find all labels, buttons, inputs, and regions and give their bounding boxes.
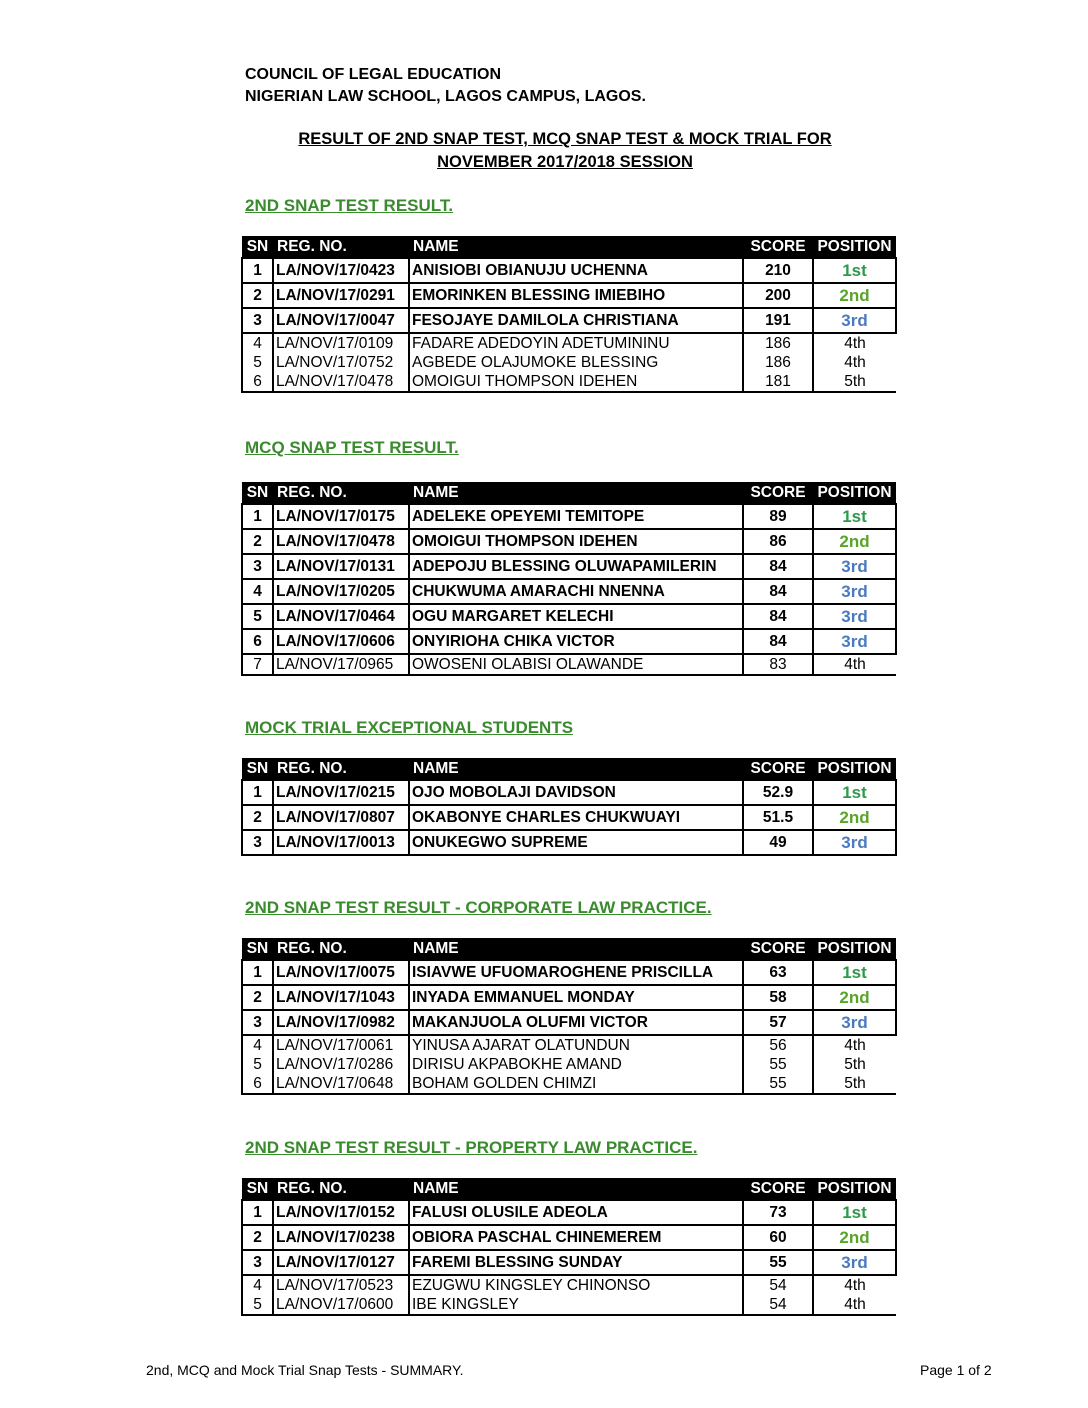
col-score-header: SCORE [743, 482, 813, 504]
cell-position: 3rd [813, 604, 896, 629]
col-position-header: POSITION [813, 482, 896, 504]
col-reg-header: REG. NO. [273, 236, 409, 258]
results-table-mock-trial [241, 758, 897, 856]
cell-position: 2nd [813, 985, 896, 1010]
cell-score: 89 [743, 504, 813, 529]
cell-score: 86 [743, 529, 813, 554]
cell-sn: 1 [242, 504, 273, 529]
col-position-header: POSITION [813, 1178, 896, 1200]
cell-score: 186 [743, 333, 813, 353]
cell-position: 5th [813, 372, 896, 392]
cell-reg-no: LA/NOV/17/0523 [273, 1275, 409, 1295]
col-name-header: NAME [409, 482, 743, 504]
cell-sn: 4 [242, 333, 273, 353]
table-row [242, 579, 896, 604]
cell-name: EMORINKEN BLESSING IMIEBIHO [409, 283, 743, 308]
cell-name: OJO MOBOLAJI DAVIDSON [409, 780, 743, 805]
cell-position: 1st [813, 1200, 896, 1225]
table-header-row [242, 482, 896, 504]
cell-reg-no: LA/NOV/17/0648 [273, 1074, 409, 1094]
col-name-header: NAME [409, 758, 743, 780]
results-table-2nd-snap [241, 236, 897, 393]
cell-reg-no: LA/NOV/17/0205 [273, 579, 409, 604]
cell-position: 2nd [813, 805, 896, 830]
results-table-property-law [241, 1178, 897, 1316]
col-position-header: POSITION [813, 758, 896, 780]
cell-reg-no: LA/NOV/17/0152 [273, 1200, 409, 1225]
cell-reg-no: LA/NOV/17/0965 [273, 654, 409, 675]
cell-name: DIRISU AKPABOKHE AMAND [409, 1055, 743, 1074]
table-row [242, 1010, 896, 1035]
cell-reg-no: LA/NOV/17/0075 [273, 960, 409, 985]
cell-position: 1st [813, 780, 896, 805]
table-row [242, 780, 896, 805]
table-row [242, 372, 896, 392]
col-score-header: SCORE [743, 1178, 813, 1200]
table-row [242, 1225, 896, 1250]
col-name-header: NAME [409, 1178, 743, 1200]
col-reg-header: REG. NO. [273, 758, 409, 780]
section-heading-property-law: 2ND SNAP TEST RESULT - PROPERTY LAW PRACTICE. [245, 1138, 698, 1157]
cell-sn: 2 [242, 985, 273, 1010]
cell-score: 54 [743, 1275, 813, 1295]
cell-sn: 3 [242, 830, 273, 855]
cell-sn: 1 [242, 780, 273, 805]
cell-sn: 4 [242, 579, 273, 604]
cell-reg-no: LA/NOV/17/0478 [273, 529, 409, 554]
cell-score: 52.9 [743, 780, 813, 805]
campus-name: NIGERIAN LAW SCHOOL, LAGOS CAMPUS, LAGOS. [245, 88, 646, 105]
table-header-row [242, 236, 896, 258]
cell-name: EZUGWU KINGSLEY CHINONSO [409, 1275, 743, 1295]
cell-position: 3rd [813, 1010, 896, 1035]
cell-reg-no: LA/NOV/17/0752 [273, 353, 409, 372]
cell-score: 51.5 [743, 805, 813, 830]
cell-position: 5th [813, 1074, 896, 1094]
cell-reg-no: LA/NOV/17/0286 [273, 1055, 409, 1074]
table-row [242, 960, 896, 985]
cell-position: 1st [813, 960, 896, 985]
cell-reg-no: LA/NOV/17/0464 [273, 604, 409, 629]
table-row [242, 1250, 896, 1275]
cell-sn: 2 [242, 529, 273, 554]
cell-name: ANISIOBI OBIANUJU UCHENNA [409, 258, 743, 283]
cell-reg-no: LA/NOV/17/0013 [273, 830, 409, 855]
cell-sn: 2 [242, 283, 273, 308]
table-row [242, 654, 896, 675]
cell-name: ADELEKE OPEYEMI TEMITOPE [409, 504, 743, 529]
table-header-row [242, 938, 896, 960]
col-sn-header: SN [242, 482, 273, 504]
col-reg-header: REG. NO. [273, 482, 409, 504]
cell-position: 2nd [813, 1225, 896, 1250]
cell-reg-no: LA/NOV/17/0291 [273, 283, 409, 308]
cell-sn: 2 [242, 805, 273, 830]
cell-score: 55 [743, 1250, 813, 1275]
cell-name: OMOIGUI THOMPSON IDEHEN [409, 529, 743, 554]
col-name-header: NAME [409, 236, 743, 258]
cell-name: IBE KINGSLEY [409, 1295, 743, 1315]
footer-page-number: Page 1 of 2 [920, 1362, 992, 1378]
cell-position: 4th [844, 1276, 866, 1294]
cell-score: 186 [743, 353, 813, 372]
cell-score: 73 [743, 1200, 813, 1225]
col-sn-header: SN [242, 236, 273, 258]
cell-reg-no: LA/NOV/17/0606 [273, 629, 409, 654]
cell-name: YINUSA AJARAT OLATUNDUN [409, 1035, 743, 1055]
cell-score: 54 [743, 1295, 813, 1315]
cell-score: 84 [743, 604, 813, 629]
cell-position: 1st [813, 258, 896, 283]
table-row [242, 830, 896, 855]
cell-name: OBIORA PASCHAL CHINEMEREM [409, 1225, 743, 1250]
cell-score: 84 [743, 579, 813, 604]
table-row [242, 529, 896, 554]
col-reg-header: REG. NO. [273, 1178, 409, 1200]
cell-position: 3rd [813, 554, 896, 579]
col-score-header: SCORE [743, 938, 813, 960]
cell-name: OWOSENI OLABISI OLAWANDE [409, 654, 743, 675]
cell-name: MAKANJUOLA OLUFMI VICTOR [409, 1010, 743, 1035]
table-row [242, 308, 896, 333]
results-table-mcq [241, 482, 897, 676]
cell-position: 4th [844, 334, 866, 352]
col-reg-header: REG. NO. [273, 938, 409, 960]
cell-name: ISIAVWE UFUOMAROGHENE PRISCILLA [409, 960, 743, 985]
table-row [242, 353, 896, 372]
cell-reg-no: LA/NOV/17/0175 [273, 504, 409, 529]
cell-position: 3rd [813, 830, 896, 855]
col-sn-header: SN [242, 938, 273, 960]
table-row [242, 258, 896, 283]
col-score-header: SCORE [743, 236, 813, 258]
cell-sn: 7 [242, 654, 273, 675]
document-title: RESULT OF 2ND SNAP TEST, MCQ SNAP TEST & MOCK TRIAL FOR [298, 130, 832, 148]
cell-score: 181 [743, 372, 813, 392]
table-row [242, 283, 896, 308]
cell-position: 5th [844, 1055, 866, 1073]
cell-reg-no: LA/NOV/17/0047 [273, 308, 409, 333]
cell-score: 84 [743, 554, 813, 579]
table-row [242, 805, 896, 830]
cell-name: OKABONYE CHARLES CHUKWUAYI [409, 805, 743, 830]
cell-reg-no: LA/NOV/17/1043 [273, 985, 409, 1010]
cell-reg-no: LA/NOV/17/0478 [273, 372, 409, 392]
table-row [242, 1275, 896, 1295]
cell-score: 84 [743, 629, 813, 654]
table-row [242, 554, 896, 579]
cell-name: OMOIGUI THOMPSON IDEHEN [409, 372, 743, 392]
cell-sn: 5 [242, 604, 273, 629]
cell-score: 55 [743, 1055, 813, 1074]
cell-reg-no: LA/NOV/17/0061 [273, 1035, 409, 1055]
table-row [242, 1295, 896, 1315]
cell-name: INYADA EMMANUEL MONDAY [409, 985, 743, 1010]
cell-score: 56 [743, 1035, 813, 1055]
table-row [242, 629, 896, 654]
cell-sn: 2 [242, 1225, 273, 1250]
cell-name: FAREMI BLESSING SUNDAY [409, 1250, 743, 1275]
results-table-corporate-law [241, 938, 897, 1095]
cell-score: 63 [743, 960, 813, 985]
table-row [242, 333, 896, 353]
cell-score: 49 [743, 830, 813, 855]
table-header-row [242, 758, 896, 780]
cell-sn: 4 [242, 1275, 273, 1295]
table-row [242, 1200, 896, 1225]
section-heading-mcq: MCQ SNAP TEST RESULT. [245, 438, 459, 457]
section-heading-mock-trial: MOCK TRIAL EXCEPTIONAL STUDENTS [245, 718, 574, 737]
cell-position: 2nd [813, 283, 896, 308]
table-row [242, 1035, 896, 1055]
table-header-row [242, 1178, 896, 1200]
col-name-header: NAME [409, 938, 743, 960]
cell-score: 83 [743, 654, 813, 675]
cell-sn: 5 [242, 1295, 273, 1315]
cell-sn: 3 [242, 308, 273, 333]
cell-sn: 1 [242, 960, 273, 985]
cell-position: 2nd [813, 529, 896, 554]
cell-sn: 5 [242, 1055, 273, 1074]
cell-position: 4th [844, 1036, 866, 1054]
cell-position: 1st [813, 504, 896, 529]
cell-reg-no: LA/NOV/17/0238 [273, 1225, 409, 1250]
cell-reg-no: LA/NOV/17/0600 [273, 1295, 409, 1315]
cell-score: 210 [743, 258, 813, 283]
cell-position: 3rd [813, 579, 896, 604]
cell-score: 191 [743, 308, 813, 333]
cell-name: CHUKWUMA AMARACHI NNENNA [409, 579, 743, 604]
footer-summary: 2nd, MCQ and Mock Trial Snap Tests - SUMMARY. [146, 1362, 464, 1378]
table-row [242, 504, 896, 529]
cell-name: BOHAM GOLDEN CHIMZI [409, 1074, 743, 1094]
cell-sn: 5 [242, 353, 273, 372]
cell-sn: 3 [242, 1010, 273, 1035]
cell-position: 4th [813, 654, 896, 675]
cell-score: 58 [743, 985, 813, 1010]
col-sn-header: SN [242, 1178, 273, 1200]
cell-reg-no: LA/NOV/17/0423 [273, 258, 409, 283]
cell-sn: 4 [242, 1035, 273, 1055]
table-row [242, 1055, 896, 1074]
cell-reg-no: LA/NOV/17/0982 [273, 1010, 409, 1035]
document-session: NOVEMBER 2017/2018 SESSION [437, 153, 693, 171]
cell-name: FADARE ADEDOYIN ADETUMININU [409, 333, 743, 353]
cell-position: 3rd [813, 1250, 896, 1275]
section-heading-corporate-law: 2ND SNAP TEST RESULT - CORPORATE LAW PRACTICE. [245, 898, 712, 917]
cell-position: 4th [844, 353, 866, 371]
cell-sn: 6 [242, 1074, 273, 1094]
col-position-header: POSITION [813, 938, 896, 960]
table-row [242, 985, 896, 1010]
cell-sn: 1 [242, 1200, 273, 1225]
table-row [242, 604, 896, 629]
cell-score: 60 [743, 1225, 813, 1250]
cell-score: 57 [743, 1010, 813, 1035]
col-score-header: SCORE [743, 758, 813, 780]
cell-reg-no: LA/NOV/17/0215 [273, 780, 409, 805]
col-sn-header: SN [242, 758, 273, 780]
cell-reg-no: LA/NOV/17/0131 [273, 554, 409, 579]
cell-score: 55 [743, 1074, 813, 1094]
cell-sn: 6 [242, 372, 273, 392]
cell-name: ONYIRIOHA CHIKA VICTOR [409, 629, 743, 654]
cell-name: FESOJAYE DAMILOLA CHRISTIANA [409, 308, 743, 333]
cell-position: 3rd [813, 629, 896, 654]
cell-position: 3rd [813, 308, 896, 333]
cell-name: ONUKEGWO SUPREME [409, 830, 743, 855]
cell-reg-no: LA/NOV/17/0807 [273, 805, 409, 830]
institution-name: COUNCIL OF LEGAL EDUCATION [245, 66, 501, 83]
cell-name: OGU MARGARET KELECHI [409, 604, 743, 629]
cell-position: 4th [813, 1295, 896, 1315]
cell-reg-no: LA/NOV/17/0109 [273, 333, 409, 353]
cell-name: AGBEDE OLAJUMOKE BLESSING [409, 353, 743, 372]
section-heading-2nd-snap: 2ND SNAP TEST RESULT. [245, 196, 454, 215]
col-position-header: POSITION [813, 236, 896, 258]
cell-sn: 1 [242, 258, 273, 283]
table-row [242, 1074, 896, 1094]
cell-score: 200 [743, 283, 813, 308]
cell-name: FALUSI OLUSILE ADEOLA [409, 1200, 743, 1225]
cell-name: ADEPOJU BLESSING OLUWAPAMILERIN [409, 554, 743, 579]
cell-sn: 3 [242, 1250, 273, 1275]
cell-sn: 6 [242, 629, 273, 654]
cell-reg-no: LA/NOV/17/0127 [273, 1250, 409, 1275]
cell-sn: 3 [242, 554, 273, 579]
